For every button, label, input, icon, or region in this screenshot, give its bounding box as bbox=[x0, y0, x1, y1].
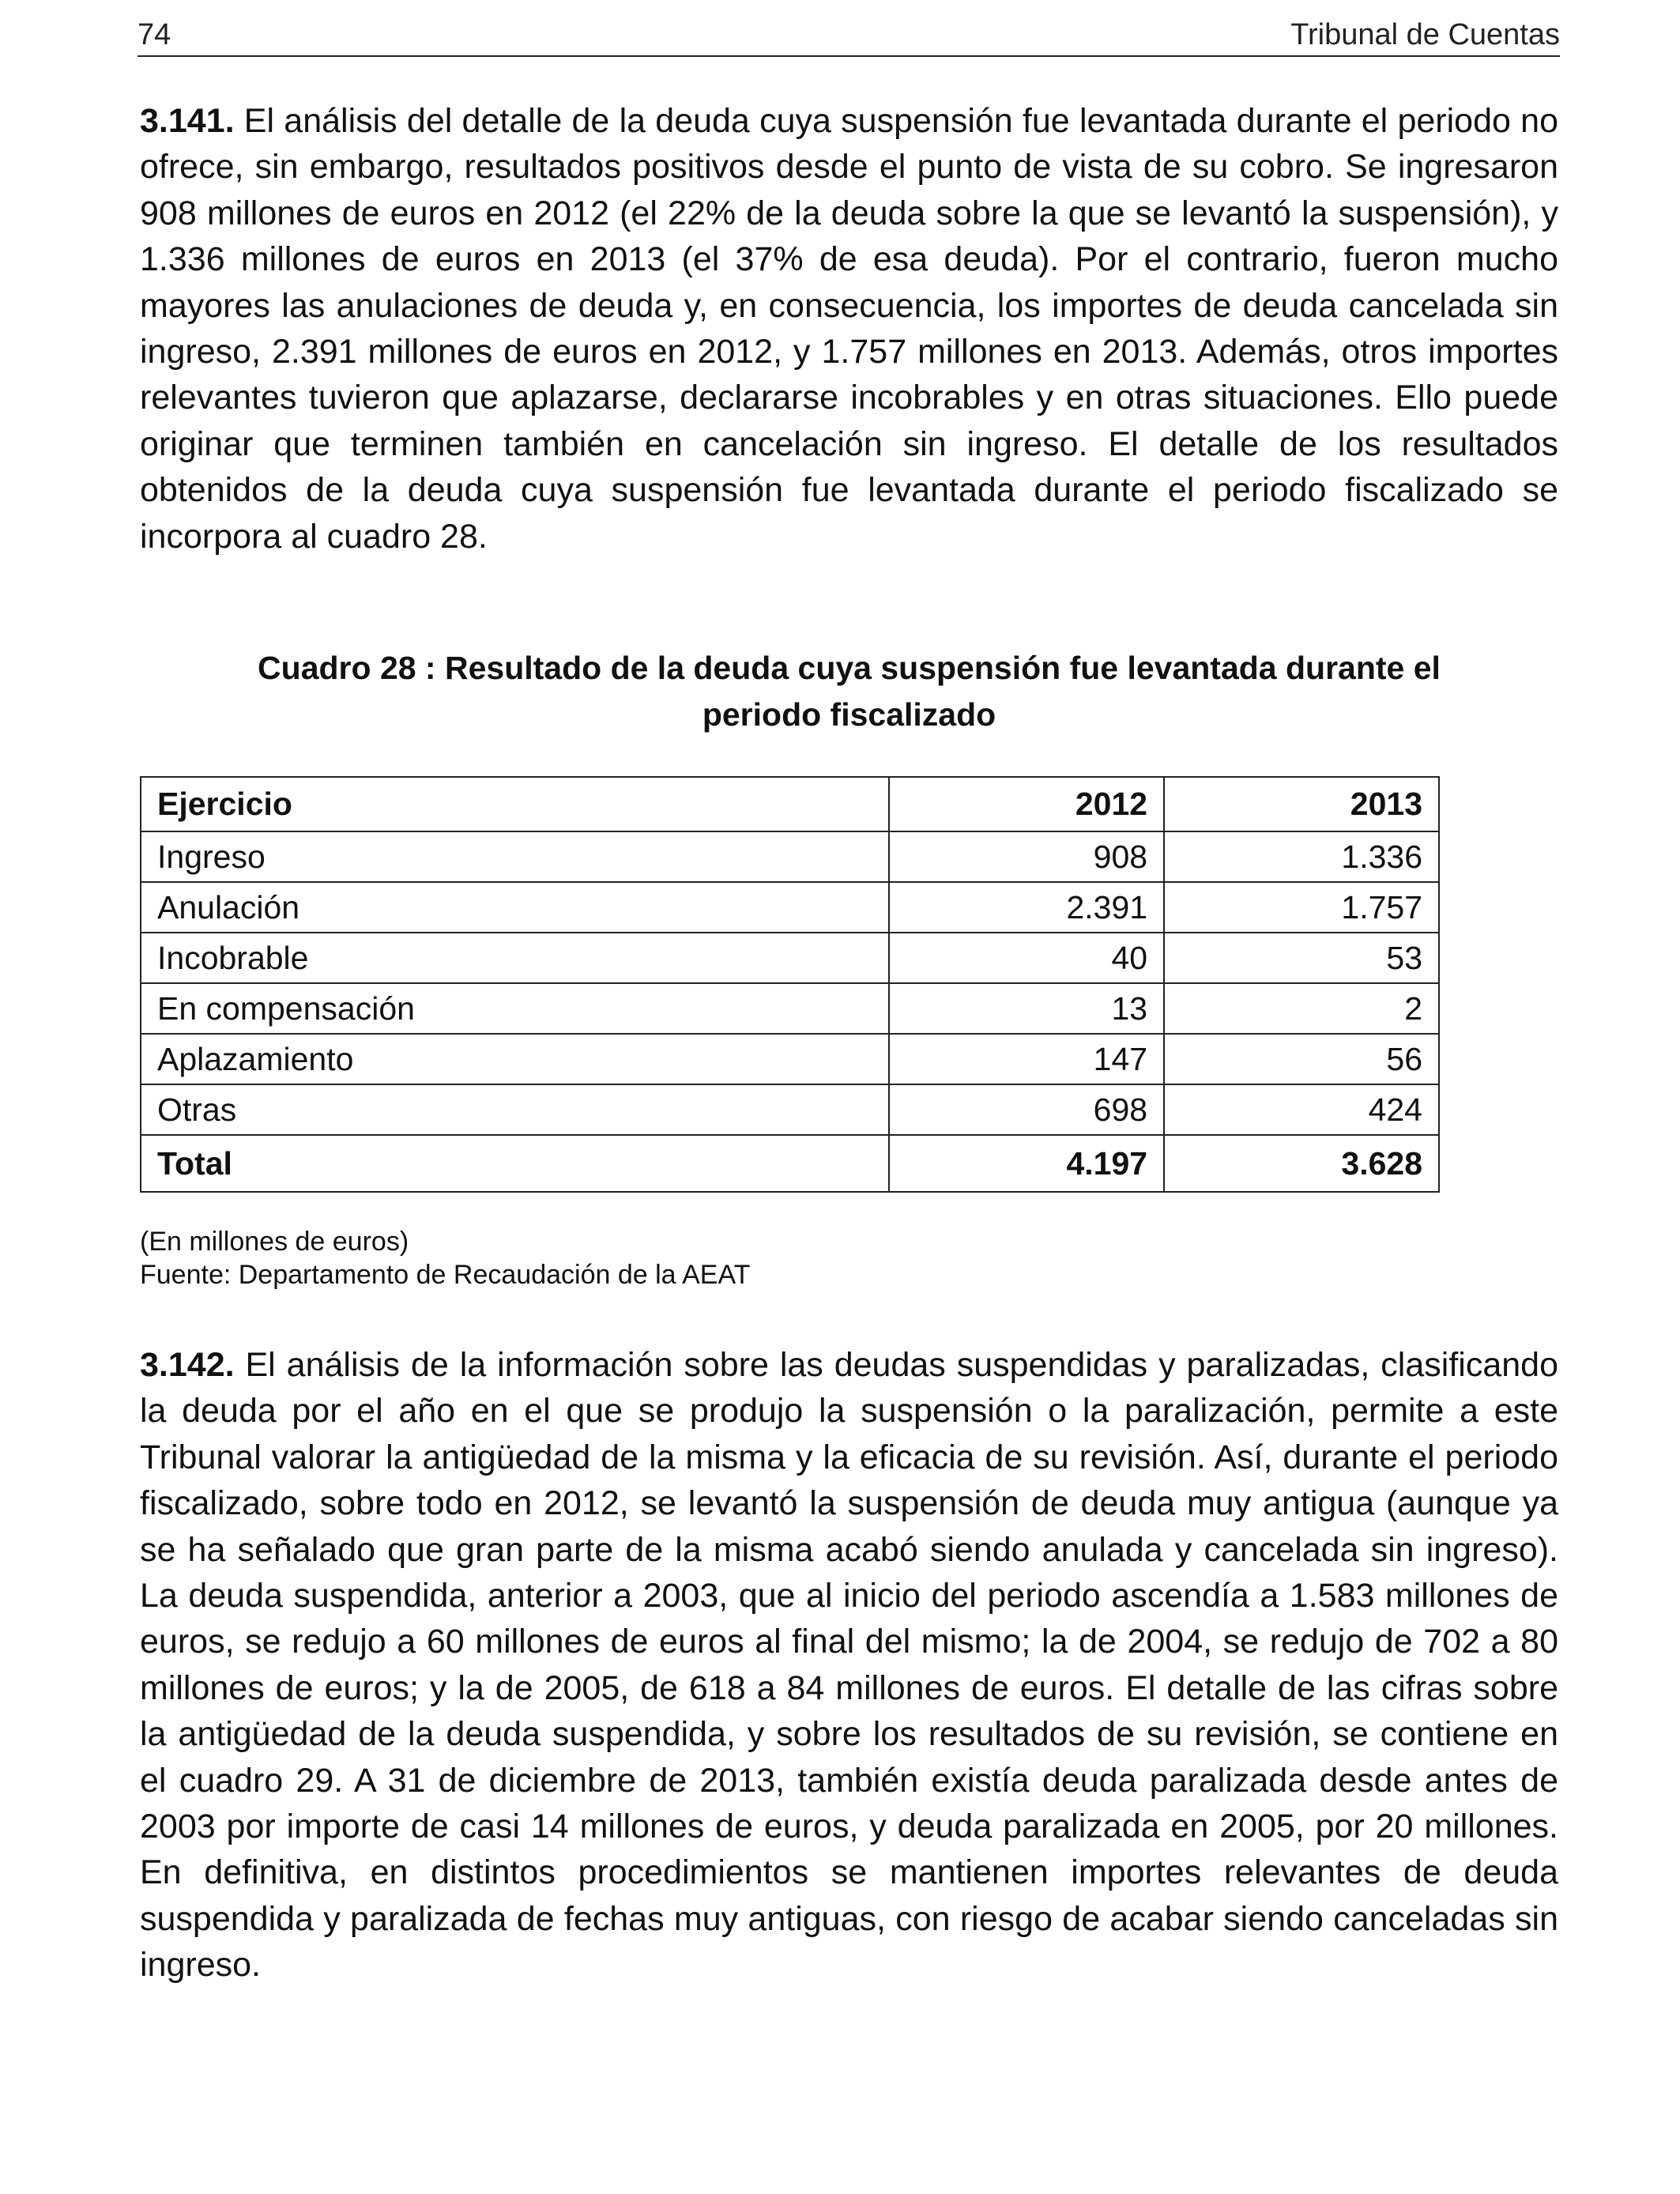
table-row bbox=[141, 831, 1439, 882]
row-label: Aplazamiento bbox=[141, 1034, 889, 1084]
header-ejercicio: Ejercicio bbox=[141, 777, 889, 831]
table-total-row bbox=[141, 1135, 1439, 1192]
cuadro-28-table bbox=[140, 776, 1440, 1193]
cell-2012: 698 bbox=[889, 1084, 1164, 1135]
table-row bbox=[141, 1034, 1439, 1084]
total-label: Total bbox=[141, 1135, 889, 1192]
table-header-row bbox=[141, 777, 1439, 831]
header-2012: 2012 bbox=[889, 777, 1164, 831]
caption-line-1: Cuadro 28 : Resultado de la deuda cuya suspensión fue levantada durante el bbox=[258, 650, 1441, 686]
paragraph-number: 3.142. bbox=[140, 1346, 235, 1384]
page-header bbox=[137, 14, 1560, 57]
paragraph-3-142 bbox=[140, 1342, 1558, 1989]
cell-2013: 56 bbox=[1164, 1034, 1439, 1084]
paragraph-number: 3.141. bbox=[140, 102, 235, 140]
cell-2013: 424 bbox=[1164, 1084, 1439, 1135]
table-caption bbox=[140, 645, 1558, 738]
cell-2013: 2 bbox=[1164, 983, 1439, 1034]
caption-line-2: periodo fiscalizado bbox=[702, 696, 996, 733]
source-note: Fuente: Departamento de Recaudación de la AEAT bbox=[140, 1260, 751, 1290]
paragraph-3-141 bbox=[140, 98, 1558, 560]
table-row bbox=[141, 882, 1439, 933]
publication-title: Tribunal de Cuentas bbox=[1290, 17, 1560, 51]
cell-2012: 908 bbox=[889, 831, 1164, 882]
total-2013: 3.628 bbox=[1164, 1135, 1439, 1192]
row-label: Incobrable bbox=[141, 933, 889, 983]
cell-2013: 1.336 bbox=[1164, 831, 1439, 882]
row-label: En compensación bbox=[141, 983, 889, 1034]
total-2012: 4.197 bbox=[889, 1135, 1164, 1192]
row-label: Ingreso bbox=[141, 831, 889, 882]
cell-2012: 2.391 bbox=[889, 882, 1164, 933]
cell-2012: 13 bbox=[889, 983, 1164, 1034]
table-row bbox=[141, 983, 1439, 1034]
row-label: Anulación bbox=[141, 882, 889, 933]
cell-2012: 147 bbox=[889, 1034, 1164, 1084]
paragraph-text: El análisis del detalle de la deuda cuya suspensión fue levantada durante el periodo no ofrece, sin embargo, resultados positivos desde el punto de vista de su cobro. Se ingresaron 908 millones de euros en 2012 (el 22% de la deuda sobre la que se levantó la suspensión), y 1.336 millones de euros en 2013 (el 37% de esa deuda). Por el contrario, fueron mucho mayores las anulaciones de deuda y, en consecuencia, los importes de deuda cancelada sin ingreso, 2.391 millones de euros en 2012, y 1.757 millones en 2013. Además, otros importes relevantes tuvieron que aplazarse, declararse incobrables y en otras situaciones. Ello puede originar que terminen también en cancelación sin ingreso. El detalle de los resultados obtenidos de la deuda cuya suspensión fue levantada durante el periodo fiscalizado se incorpora al cuadro 28. bbox=[140, 102, 1558, 556]
cell-2012: 40 bbox=[889, 933, 1164, 983]
header-2013: 2013 bbox=[1164, 777, 1439, 831]
paragraph-text: El análisis de la información sobre las deudas suspendidas y paralizadas, clasificando la deuda por el año en el que se produjo la suspensión o la paralización, permite a este Tribunal valorar la antigüedad de la misma y la eficacia de su revisión. Así, durante el periodo fiscalizado, sobre todo en 2012, se levantó la suspensión de deuda muy antigua (aunque ya se ha señalado que gran parte de la misma acabó siendo anulada y cancelada sin ingreso). La deuda suspendida, anterior a 2003, que al inicio del periodo ascendía a 1.583 millones de euros, se redujo a 60 millones de euros al final del mismo; la de 2004, se redujo de 702 a 80 millones de euros; y la de 2005, de 618 a 84 millones de euros. El detalle de las cifras sobre la antigüedad de la deuda suspendida, y sobre los resultados de su revisión, se contiene en el cuadro 29. A 31 de diciembre de 2013, también existía deuda paralizada desde antes de 2003 por importe de casi 14 millones de euros, y deuda paralizada en 2005, por 20 millones. En definitiva, en distintos procedimientos se mantienen importes relevantes de deuda suspendida y paralizada de fechas muy antiguas, con riesgo de acabar siendo canceladas sin ingreso. bbox=[140, 1346, 1558, 1985]
table-row bbox=[141, 933, 1439, 983]
cell-2013: 1.757 bbox=[1164, 882, 1439, 933]
page-number: 74 bbox=[137, 17, 171, 51]
cell-2013: 53 bbox=[1164, 933, 1439, 983]
unit-note: (En millones de euros) bbox=[140, 1227, 409, 1257]
table-row bbox=[141, 1084, 1439, 1135]
table-notes bbox=[140, 1225, 750, 1291]
row-label: Otras bbox=[141, 1084, 889, 1135]
